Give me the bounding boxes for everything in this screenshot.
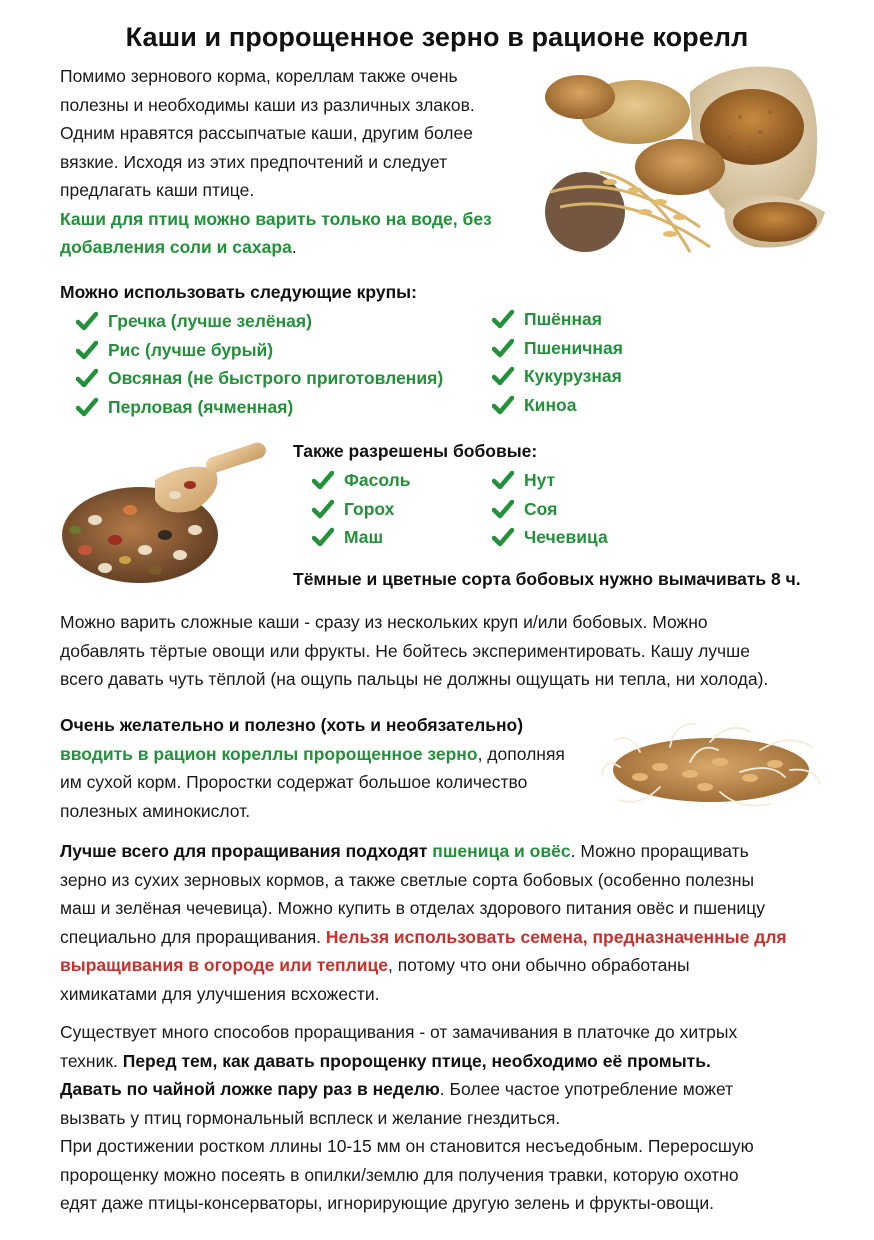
list-item-label: Соя — [524, 498, 558, 519]
list-item-label: Чечевица — [524, 527, 608, 547]
paragraph-text: . Можно проращивать — [570, 841, 749, 861]
cooking-note: добавления соли и сахара — [60, 237, 292, 257]
list-item — [492, 466, 608, 495]
checkmark-icon — [492, 395, 514, 415]
paragraph-text: специально для проращивания. — [60, 926, 326, 947]
legumes-image — [55, 440, 270, 590]
checkmark-icon — [312, 527, 334, 547]
checkmark-icon — [76, 311, 98, 331]
paragraph-text: , потому что они обычно обработаны — [387, 955, 690, 975]
list-item — [76, 393, 443, 422]
list-item-label: Овсяная (не быстрого приготовления) — [108, 368, 444, 388]
list-item-label: Гречка (лучше зелёная) — [108, 311, 312, 331]
checkmark-icon — [312, 499, 334, 519]
list-item — [312, 495, 411, 524]
list-item — [492, 362, 623, 391]
checkmark-icon — [312, 470, 334, 490]
paragraph-line: едят даже птицы-консерваторы, игнорирующие другую зелень и фрукты-овощи. — [60, 1193, 714, 1213]
paragraph-line: добавлять тёртые овощи или фрукты. Не бойтесь экспериментировать. Кашу лучше — [60, 640, 750, 661]
checkmark-icon — [492, 499, 514, 519]
checkmark-icon — [76, 340, 98, 360]
paragraph-line: маш и зелёная чечевица). Можно купить в отделах здорового питания овёс и пшеницу — [60, 898, 765, 918]
intro-line: предлагать каши птице. — [60, 180, 255, 200]
warning-text: Нельзя использовать семена, предназначенные для — [325, 926, 787, 947]
paragraph-text: . Более частое употребление может — [439, 1079, 734, 1099]
list-item-label: Пшённая — [524, 309, 602, 329]
soak-note: Тёмные и цветные сорта бобовых нужно вымачивать 8 ч. — [293, 569, 801, 589]
list-item — [492, 391, 623, 420]
paragraph-line: химикатами для улучшения всхожести. — [60, 983, 380, 1004]
list-item-label: Перловая (ячменная) — [108, 396, 294, 417]
paragraph-line: Существует много способов проращивания - от замачивания в платочке до хитрых — [60, 1022, 738, 1042]
list-item-label: Киноа — [524, 394, 577, 415]
warning-text: выращивания в огороде или теплице — [60, 955, 388, 975]
paragraph-line: вызвать у птиц гормональный всплеск и желание гнездиться. — [60, 1107, 561, 1128]
list-item — [492, 334, 623, 363]
list-item — [76, 336, 443, 365]
intro-paragraph — [60, 62, 530, 262]
list-item — [492, 305, 623, 334]
checkmark-icon — [76, 368, 98, 388]
sprouting-grains-paragraph — [60, 837, 850, 1008]
cereals-list-left — [76, 307, 443, 421]
checkmark-icon — [76, 397, 98, 417]
complex-porridge-paragraph — [60, 608, 850, 694]
page-title: Каши и пророщенное зерно в рационе корелл — [125, 22, 749, 52]
paragraph-text: техник. — [60, 1050, 123, 1071]
grains-image — [540, 52, 830, 267]
cereals-heading: Можно использовать следующие крупы: — [60, 282, 417, 302]
paragraph-text: , дополняя — [477, 743, 565, 764]
list-item-label: Фасоль — [344, 470, 411, 490]
list-item-label: Нут — [524, 470, 556, 490]
list-item — [312, 523, 411, 552]
legumes-list-left — [312, 466, 411, 552]
list-item-label: Горох — [344, 498, 395, 519]
paragraph-line: зерно из сухих зерновых кормов, а также светлые сорта бобовых (особенно полезны — [60, 869, 755, 890]
paragraph-line: полезных аминокислот. — [60, 800, 251, 821]
paragraph-bold: Лучше всего для проращивания подходят — [60, 841, 433, 861]
paragraph-bold: Перед тем, как давать пророщенку птице, необходимо её промыть. — [122, 1050, 711, 1071]
cooking-note-tail: . — [291, 237, 297, 257]
list-item-label: Рис (лучше бурый) — [108, 339, 274, 360]
checkmark-icon — [492, 470, 514, 490]
paragraph-line: им сухой корм. Проростки содержат большое количество — [60, 772, 528, 792]
sprouts-highlight: вводить в рацион кореллы пророщенное зерно — [60, 743, 478, 764]
intro-line: полезны и необходимы каши из различных злаков. — [60, 94, 475, 115]
paragraph-line: пророщенку можно посеять в опилки/землю для получения травки, которую охотно — [60, 1164, 739, 1185]
list-item — [76, 307, 443, 336]
sprouts-lead: Очень желательно и полезно (хоть и необязательно) — [60, 715, 524, 735]
intro-line: вязкие. Исходя из этих предпочтений и следует — [60, 151, 448, 172]
checkmark-icon — [492, 309, 514, 329]
list-item — [492, 495, 608, 524]
intro-line: Одним нравятся рассыпчатые каши, другим более — [60, 123, 473, 143]
legumes-heading: Также разрешены бобовые: — [293, 441, 538, 461]
sprouted-grain-image — [600, 712, 822, 812]
paragraph-line: Можно варить сложные каши - сразу из нескольких круп и/или бобовых. Можно — [60, 612, 708, 632]
paragraph-line: всего давать чуть тёплой (на ощупь пальцы не должны ощущать ни тепла, ни холода). — [60, 669, 769, 689]
list-item — [76, 364, 443, 393]
checkmark-icon — [492, 527, 514, 547]
list-item — [492, 523, 608, 552]
checkmark-icon — [492, 338, 514, 358]
list-item-label: Кукурузная — [524, 366, 622, 386]
intro-line: Помимо зернового корма, кореллам также очень — [60, 66, 458, 86]
list-item-label: Пшеничная — [524, 337, 623, 358]
cooking-note: Каши для птиц можно варить только на воде, без — [60, 208, 492, 229]
list-item-label: Маш — [344, 527, 384, 547]
list-item — [312, 466, 411, 495]
sprouts-paragraph — [60, 711, 600, 825]
wheat-oats-highlight: пшеница и овёс — [432, 841, 571, 861]
paragraph-line: При достижении ростком ллины 10-15 мм он становится несъедобным. Переросшую — [60, 1136, 754, 1156]
dosage-note: Давать по чайной ложке пару раз в неделю — [60, 1079, 440, 1099]
checkmark-icon — [492, 366, 514, 386]
cereals-list-right — [492, 305, 623, 419]
methods-paragraph — [60, 1018, 850, 1218]
legumes-list-right — [492, 466, 608, 552]
